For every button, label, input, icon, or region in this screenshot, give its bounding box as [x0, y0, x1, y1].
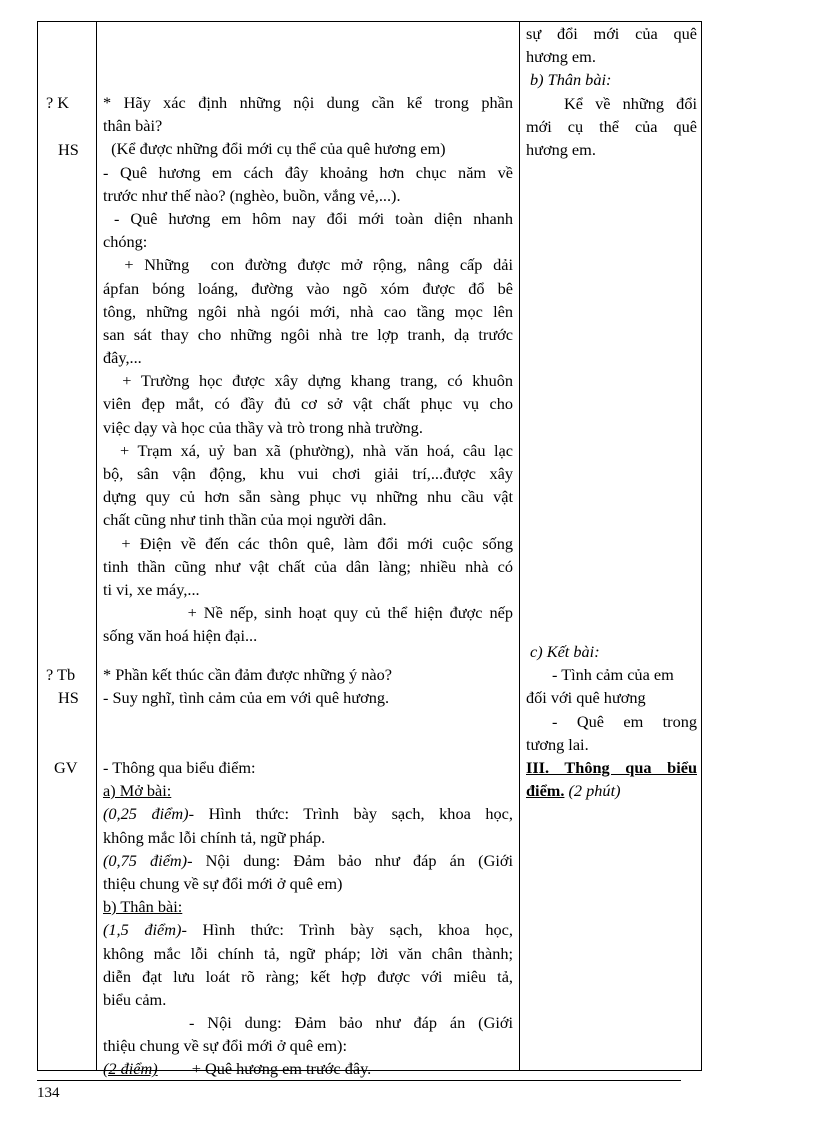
body-line: việc dạy và học của thầy và trò trong nhà trường.	[103, 417, 423, 437]
body-line: thiệu chung về sự đổi mới ở quê em)	[103, 873, 343, 893]
page-number: 134	[37, 1085, 60, 1101]
mo-bai-heading: a) Mở bài:	[103, 781, 172, 801]
body-line: - Quê hương em hôm nay đổi mới toàn diện nhanh	[103, 208, 513, 228]
body-line: dựng quy củ hơn sẵn sàng phục vụ những nhu cầu vật	[103, 487, 513, 507]
body-line: (Kể được những đổi mới cụ thể của quê hương em)	[103, 139, 446, 159]
column-divider	[519, 22, 520, 1070]
outline-line: hương em.	[526, 139, 596, 159]
outline-line: tương lai.	[526, 734, 589, 754]
outline-line: Kể về những đổi	[564, 93, 697, 113]
body-line: + Trạm xá, uỷ ban xã (phường), nhà văn hoá, câu lạc	[103, 440, 513, 460]
body-line: không mắc lỗi chính tả, ngữ pháp; lời văn chân thành;	[103, 943, 513, 963]
outline-heading: c) Kết bài:	[530, 642, 600, 661]
scoring-activity	[103, 756, 513, 1081]
body-line: + Nề nếp, sinh hoạt quy củ thể hiện được nếp	[103, 603, 513, 623]
than-bai-activity	[103, 91, 513, 648]
section-heading: điểm.	[526, 781, 565, 801]
body-line: - Nội dung: Đảm bảo như đáp án (Giới	[187, 850, 513, 870]
body-line: - Quê hương em cách đây khoảng hơn chục năm về	[103, 162, 513, 182]
answer-text: - Suy nghĩ, tình cảm của em với quê hương.	[103, 688, 390, 708]
body-line: thân bài?	[103, 116, 163, 136]
question-text: * Phần kết thúc cần đảm được những ý nào?	[103, 665, 392, 684]
body-line: ti vi, xe máy,...	[103, 579, 200, 599]
outline-line: hương em.	[526, 47, 596, 67]
body-line: chóng:	[103, 232, 148, 252]
score-label: (2 điểm)	[103, 1059, 158, 1079]
body-line: + Những con đường được mở rộng, nâng cấp dải	[103, 255, 513, 275]
body-line: không mắc lỗi chính tả, ngữ pháp.	[103, 827, 326, 847]
outline-line: đối với quê hương	[526, 688, 646, 708]
body-line: chất cũng như tinh thần của mọi người dân.	[103, 510, 387, 530]
body-line: san sát thay cho những ngôi nhà tre lợp tranh, dạ trước	[103, 324, 513, 344]
body-line: tinh thần cũng như vật chất của dân làng; nhiều nhà có	[103, 556, 513, 576]
outline-ket-bai	[526, 640, 697, 756]
body-line: viên đẹp mắt, có đầy đủ cơ sở vật chất phục vụ cho	[103, 394, 513, 414]
body-line: đây,...	[103, 348, 142, 368]
score-label: (0,75 điểm)	[103, 850, 188, 870]
body-line: - Hình thức: Trình bày sạch, khoa học,	[188, 804, 513, 824]
column-divider	[96, 22, 97, 1070]
body-line: - Nội dung: Đảm bảo như đáp án (Giới	[189, 1013, 513, 1033]
outline-line: sự đổi mới của quê	[526, 24, 697, 43]
body-line: ápfan bóng loáng, đường vào ngõ xóm được đổ bê	[103, 278, 513, 298]
outline-heading: b) Thân bài:	[530, 70, 612, 90]
score-label: (1,5 điểm)	[103, 920, 182, 940]
score-label: (0,25 điểm)	[103, 804, 189, 824]
section-time: (2 phút)	[568, 781, 621, 801]
student-label: HS	[58, 140, 79, 159]
outline-line: - Quê em trong	[552, 711, 697, 731]
student-label: HS	[58, 688, 79, 707]
body-line: biểu cảm.	[103, 989, 167, 1009]
ket-bai-activity	[103, 663, 513, 709]
body-line: bộ, sân vận động, khu vui chơi giải trí,...được xây	[103, 464, 513, 483]
lesson-table	[37, 21, 702, 1079]
scoring-intro: - Thông qua biểu điểm:	[103, 758, 256, 777]
footer-rule	[37, 1080, 681, 1081]
body-line: thiệu chung về sự đổi mới ở quê em):	[103, 1036, 347, 1056]
teacher-label: GV	[54, 758, 78, 777]
body-line: tông, những ngôi nhà ngói mới, nhà cao tầng mọc lên	[103, 301, 513, 321]
body-line: trước như thế nào? (nghèo, buồn, vắng vẻ,...).	[103, 185, 401, 205]
question-label: ? Tb	[46, 665, 76, 684]
body-line: - Hình thức: Trình bày sạch, khoa học,	[181, 920, 513, 940]
section-heading: III. Thông qua biểu	[526, 758, 697, 777]
question-label: ? K	[46, 93, 70, 112]
body-line: sống văn hoá hiện đại...	[103, 626, 258, 646]
body-line: * Hãy xác định những nội dung cần kể trong phần	[103, 93, 513, 112]
outline-line: - Tình cảm của em	[552, 665, 674, 685]
body-line: + Trường học được xây dựng khang trang, có khuôn	[103, 371, 513, 391]
body-line: + Điện về đến các thôn quê, làm đổi mới cuộc sống	[103, 533, 513, 553]
body-line: diễn đạt lưu loát rõ ràng; kết hợp được với miêu tả,	[103, 966, 513, 986]
than-bai-heading: b) Thân bài:	[103, 897, 183, 917]
body-line: + Quê hương em trước đây.	[191, 1059, 372, 1079]
outline-line: mới cụ thể của quê	[526, 116, 697, 136]
outline-top	[526, 22, 697, 161]
outline-section-iii	[526, 756, 697, 802]
